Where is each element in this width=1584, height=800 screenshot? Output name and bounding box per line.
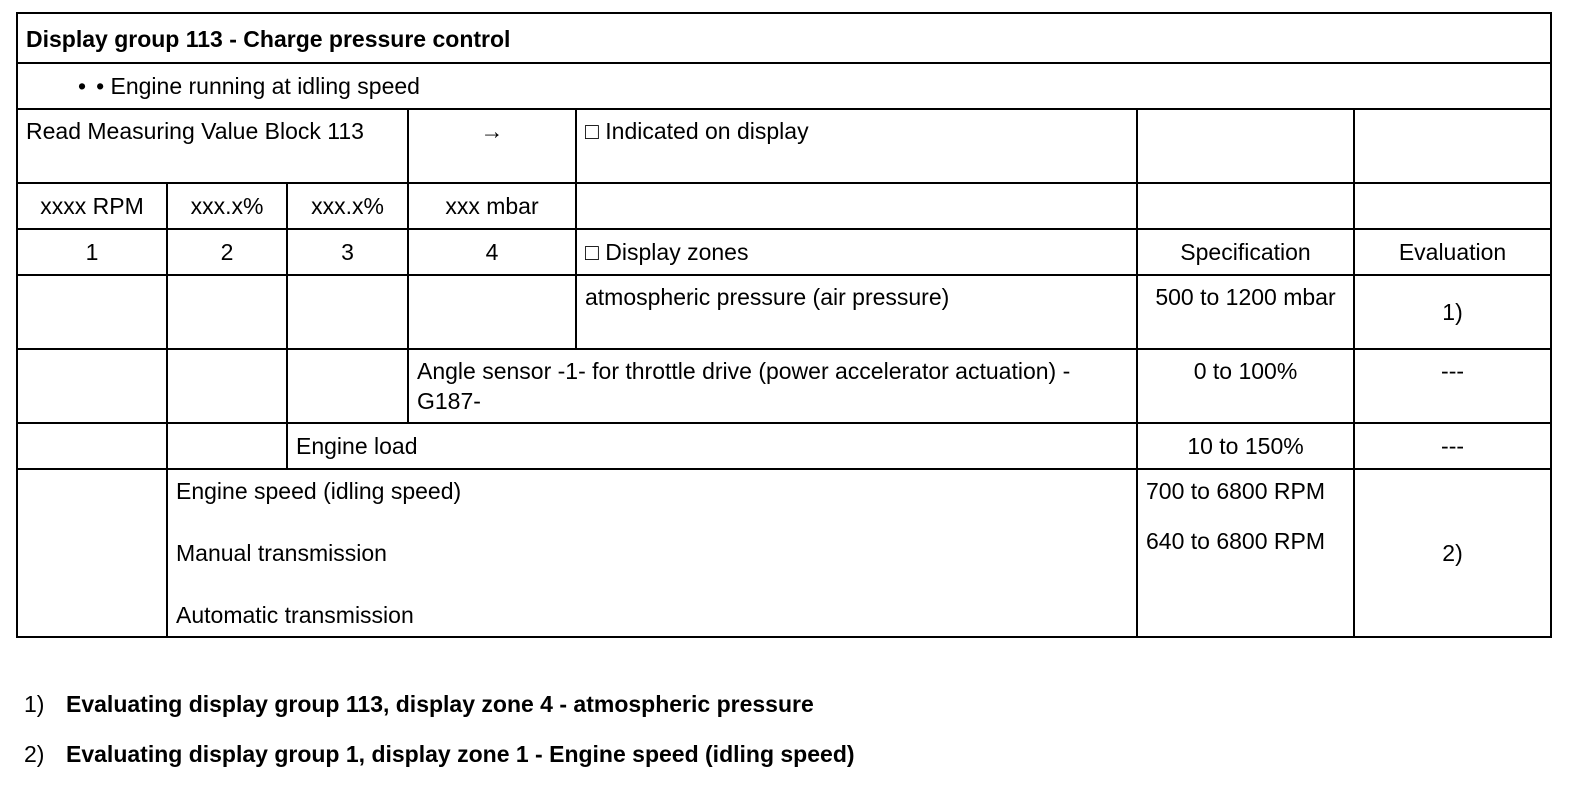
empty-cell: [287, 275, 408, 349]
empty-cell: [17, 469, 167, 637]
empty-cell: [287, 349, 408, 423]
display-zones-header: □ Display zones: [576, 229, 1137, 275]
display-value-2: xxx.x%: [167, 183, 287, 229]
display-group-table: [16, 12, 1552, 638]
empty-cell: [576, 183, 1137, 229]
spacer: [1146, 506, 1345, 526]
table-title: Display group 113 - Charge pressure control: [17, 13, 1551, 63]
zone-description: Angle sensor -1- for throttle drive (power accelerator actuation) -G187-: [408, 349, 1137, 423]
specification-value: 500 to 1200 mbar: [1137, 275, 1354, 349]
empty-cell: [167, 349, 287, 423]
footnote: [24, 686, 855, 736]
specification-value: 0 to 100%: [1137, 349, 1354, 423]
zone-description: Engine load: [287, 423, 1137, 469]
read-block-label: Read Measuring Value Block 113: [17, 109, 408, 183]
engine-speed-spec: [1137, 469, 1354, 637]
empty-cell: [17, 275, 167, 349]
evaluation-value: 2): [1354, 469, 1551, 637]
footnote-number: 2): [24, 741, 45, 767]
footnote-text: Evaluating display group 1, display zone 1 - Engine speed (idling speed): [66, 741, 855, 767]
empty-cell: [17, 423, 167, 469]
evaluation-header: Evaluation: [1354, 229, 1551, 275]
footnotes: [24, 686, 855, 786]
footnote-number: 1): [24, 691, 45, 717]
display-value-1: xxxx RPM: [17, 183, 167, 229]
specification-value: 640 to 6800 RPM: [1146, 528, 1326, 554]
display-value-4: xxx mbar: [408, 183, 576, 229]
empty-cell: [1354, 183, 1551, 229]
zone-description: atmospheric pressure (air pressure): [576, 275, 1137, 349]
condition-text: • Engine running at idling speed: [96, 73, 420, 99]
condition-row: [17, 63, 1551, 109]
footnote: [24, 736, 855, 786]
empty-cell: [1137, 109, 1354, 183]
zone-line: Automatic transmission: [176, 602, 414, 628]
zone-number-3: 3: [287, 229, 408, 275]
bullet-icon: •: [78, 73, 87, 99]
empty-cell: [167, 423, 287, 469]
empty-cell: [1137, 183, 1354, 229]
evaluation-value: ---: [1354, 423, 1551, 469]
zone-number-2: 2: [167, 229, 287, 275]
display-value-3: xxx.x%: [287, 183, 408, 229]
specification-value: 700 to 6800 RPM: [1146, 478, 1326, 504]
evaluation-value: ---: [1354, 349, 1551, 423]
specification-header: Specification: [1137, 229, 1354, 275]
zone-line: Engine speed (idling speed): [176, 478, 462, 504]
zone-number-4: 4: [408, 229, 576, 275]
empty-cell: [167, 275, 287, 349]
empty-cell: [1354, 109, 1551, 183]
empty-cell: [17, 349, 167, 423]
arrow-icon: →: [408, 109, 576, 183]
indicated-label: □ Indicated on display: [576, 109, 1137, 183]
spacer: [176, 568, 1128, 600]
spacer: [176, 506, 1128, 538]
zone-line: Manual transmission: [176, 540, 387, 566]
empty-cell: [408, 275, 576, 349]
engine-speed-zone: [167, 469, 1137, 637]
evaluation-value: 1): [1354, 275, 1551, 349]
footnote-text: Evaluating display group 113, display zone 4 - atmospheric pressure: [66, 691, 814, 717]
zone-number-1: 1: [17, 229, 167, 275]
specification-value: 10 to 150%: [1137, 423, 1354, 469]
